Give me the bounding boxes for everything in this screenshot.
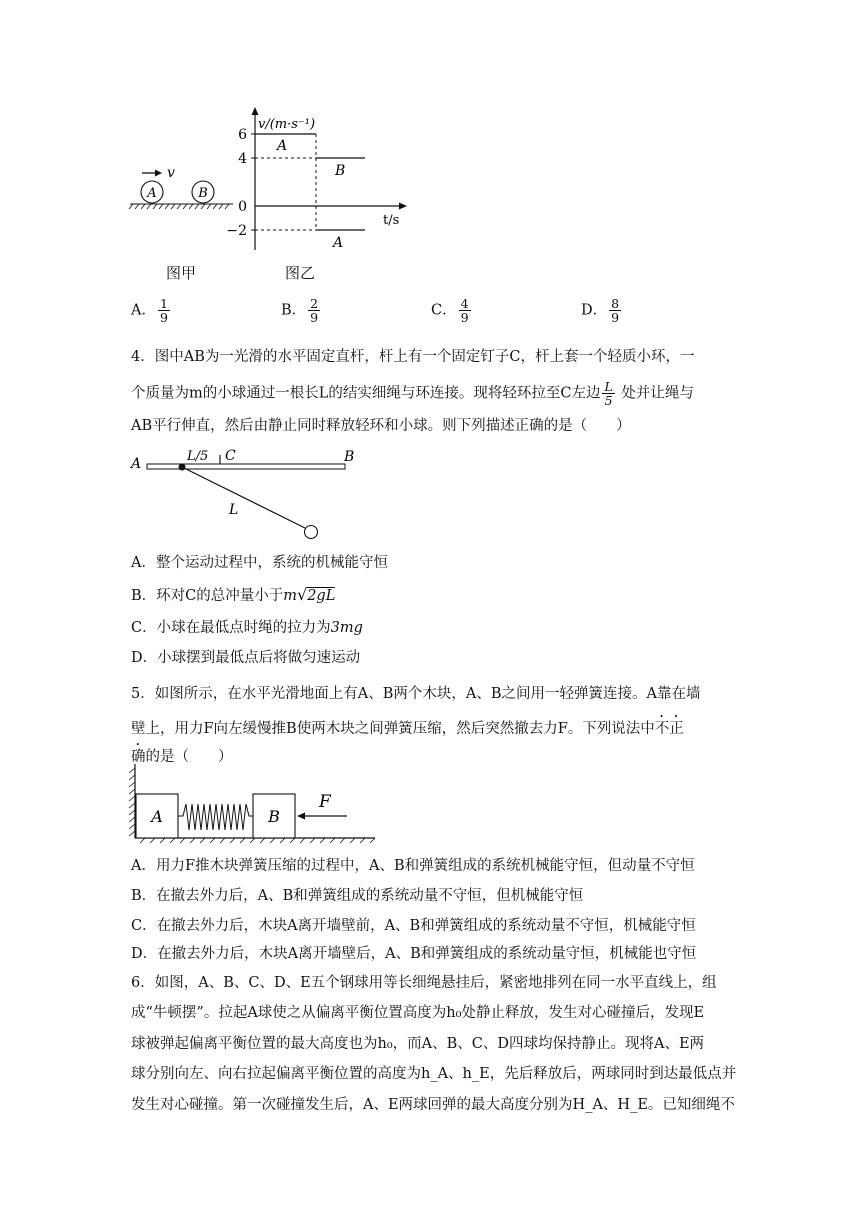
q4-line-2: 个质量为m的小球通过一根长L的结实细绳与环连接。现将轻环拉至C左边 $\frac{L}{5}$ 处并让绳与: [131, 379, 694, 408]
q6-line-1: 6．如图，A、B、C、D、E五个钢球用等长细绳悬挂后，紧密地排列在同一水平直线上，组: [131, 975, 717, 991]
q4-option-c[interactable]: C．小球在最低点时绳的拉力为3mg: [131, 620, 363, 636]
label-a-before: A: [277, 138, 288, 154]
y-tick-label-1: 4: [238, 151, 247, 167]
q5-line-2: 壁上，用力F向左缓慢推B使两木块之间弹簧压缩，然后突然撤去力F。下列说法中不正: [131, 721, 684, 737]
q4-option-a[interactable]: A．整个运动过程中，系统的机械能守恒: [131, 555, 388, 571]
svg-text:A: A: [147, 186, 157, 201]
q4-line-3: AB平行伸直，然后由静止同时释放轻环和小球。则下列描述正确的是（ ）: [131, 418, 631, 434]
y-tick-label-2: 0: [238, 199, 247, 215]
label-a-after: A: [333, 235, 344, 251]
q5-option-d[interactable]: D．在撤去外力后，木块A离开墙壁后，A、B和弹簧组成的系统动量守恒，机械能也守恒: [131, 946, 697, 962]
y-tick-label-0: 6: [238, 127, 247, 143]
svg-text:A: A: [151, 807, 163, 826]
q4-option-b[interactable]: B．环对C的总冲量小于m√2gL: [131, 585, 336, 604]
q6-line-4: 球分别向左、向右拉起偏离平衡位置的高度为h_A、h_E，先后释放后，两球同时到达最低点并: [131, 1066, 737, 1082]
q4-line-1: 4．图中AB为一光滑的水平固定直杆，杆上有一个固定钉子C，杆上套一个轻质小环，一: [131, 349, 695, 365]
q5-option-a[interactable]: A．用力F推木块弹簧压缩的过程中，A、B和弹簧组成的系统机械能守恒，但动量不守恒: [131, 858, 695, 874]
velocity-time-chart: [225, 100, 410, 255]
y-axis-label: v/(m·s⁻¹): [258, 117, 316, 132]
small-ball: [305, 526, 318, 539]
q4-option-d[interactable]: D．小球摆到最低点后将做匀速运动: [131, 650, 361, 666]
rod-ab: [147, 464, 345, 469]
rope: [182, 467, 305, 528]
svg-text:C: C: [225, 448, 236, 464]
label-b-after: B: [335, 163, 346, 179]
q6-line-5: 发生对心碰撞。第一次碰撞发生后，A、E两球回弹的最大高度分别为H_A、H_E。已知细绳不: [131, 1097, 735, 1113]
q5-line-3: 确的是（ ）: [131, 749, 233, 765]
fig-jia-caption: 图甲: [166, 264, 197, 282]
svg-text:B: B: [344, 449, 355, 465]
svg-text:B: B: [268, 807, 280, 826]
figure-jia: [125, 155, 235, 215]
label-l5: L/5: [187, 449, 209, 464]
svg-text:F: F: [319, 792, 331, 812]
q4-rod-figure: [125, 443, 365, 548]
q3-option-b[interactable]: B． $\frac{2}{9}$: [281, 296, 319, 325]
q5-option-b[interactable]: B．在撤去外力后，A、B和弹簧组成的系统动量不守恒，但机械能守恒: [131, 888, 584, 904]
rope-label: L: [229, 502, 239, 518]
spring: [178, 804, 253, 830]
q5-line-1: 5．如图所示，在水平光滑地面上有A、B两个木块，A、B之间用一轻弹簧连接。A靠在墙: [131, 686, 701, 702]
q5-option-c[interactable]: C．在撤去外力后，木块A离开墙壁前，A、B和弹簧组成的系统动量不守恒，机械能守恒: [131, 918, 696, 934]
fig-yi-caption: 图乙: [285, 264, 316, 282]
q6-line-3: 球被弹起偏离平衡位置的最大高度也为h₀，而A、B、C、D四球均保持静止。现将A、E两: [131, 1036, 705, 1052]
x-axis-label: t/s: [383, 213, 400, 228]
svg-text:B: B: [198, 186, 208, 201]
svg-text:A: A: [131, 456, 142, 472]
q3-option-d[interactable]: D． $\frac{8}{9}$: [581, 296, 620, 325]
q6-line-2: 成“牛顿摆”。拉起A球使之从偏离平衡位置高度为h₀处静止释放，发生对心碰撞后，发现E: [131, 1005, 705, 1021]
velocity-label: v: [167, 165, 175, 181]
q3-option-a[interactable]: A． $\frac{1}{9}$: [131, 296, 168, 325]
q5-spring-figure: [125, 760, 380, 845]
q3-option-c[interactable]: C． $\frac{4}{9}$: [431, 296, 469, 325]
y-tick-label-3: −2: [226, 223, 247, 239]
